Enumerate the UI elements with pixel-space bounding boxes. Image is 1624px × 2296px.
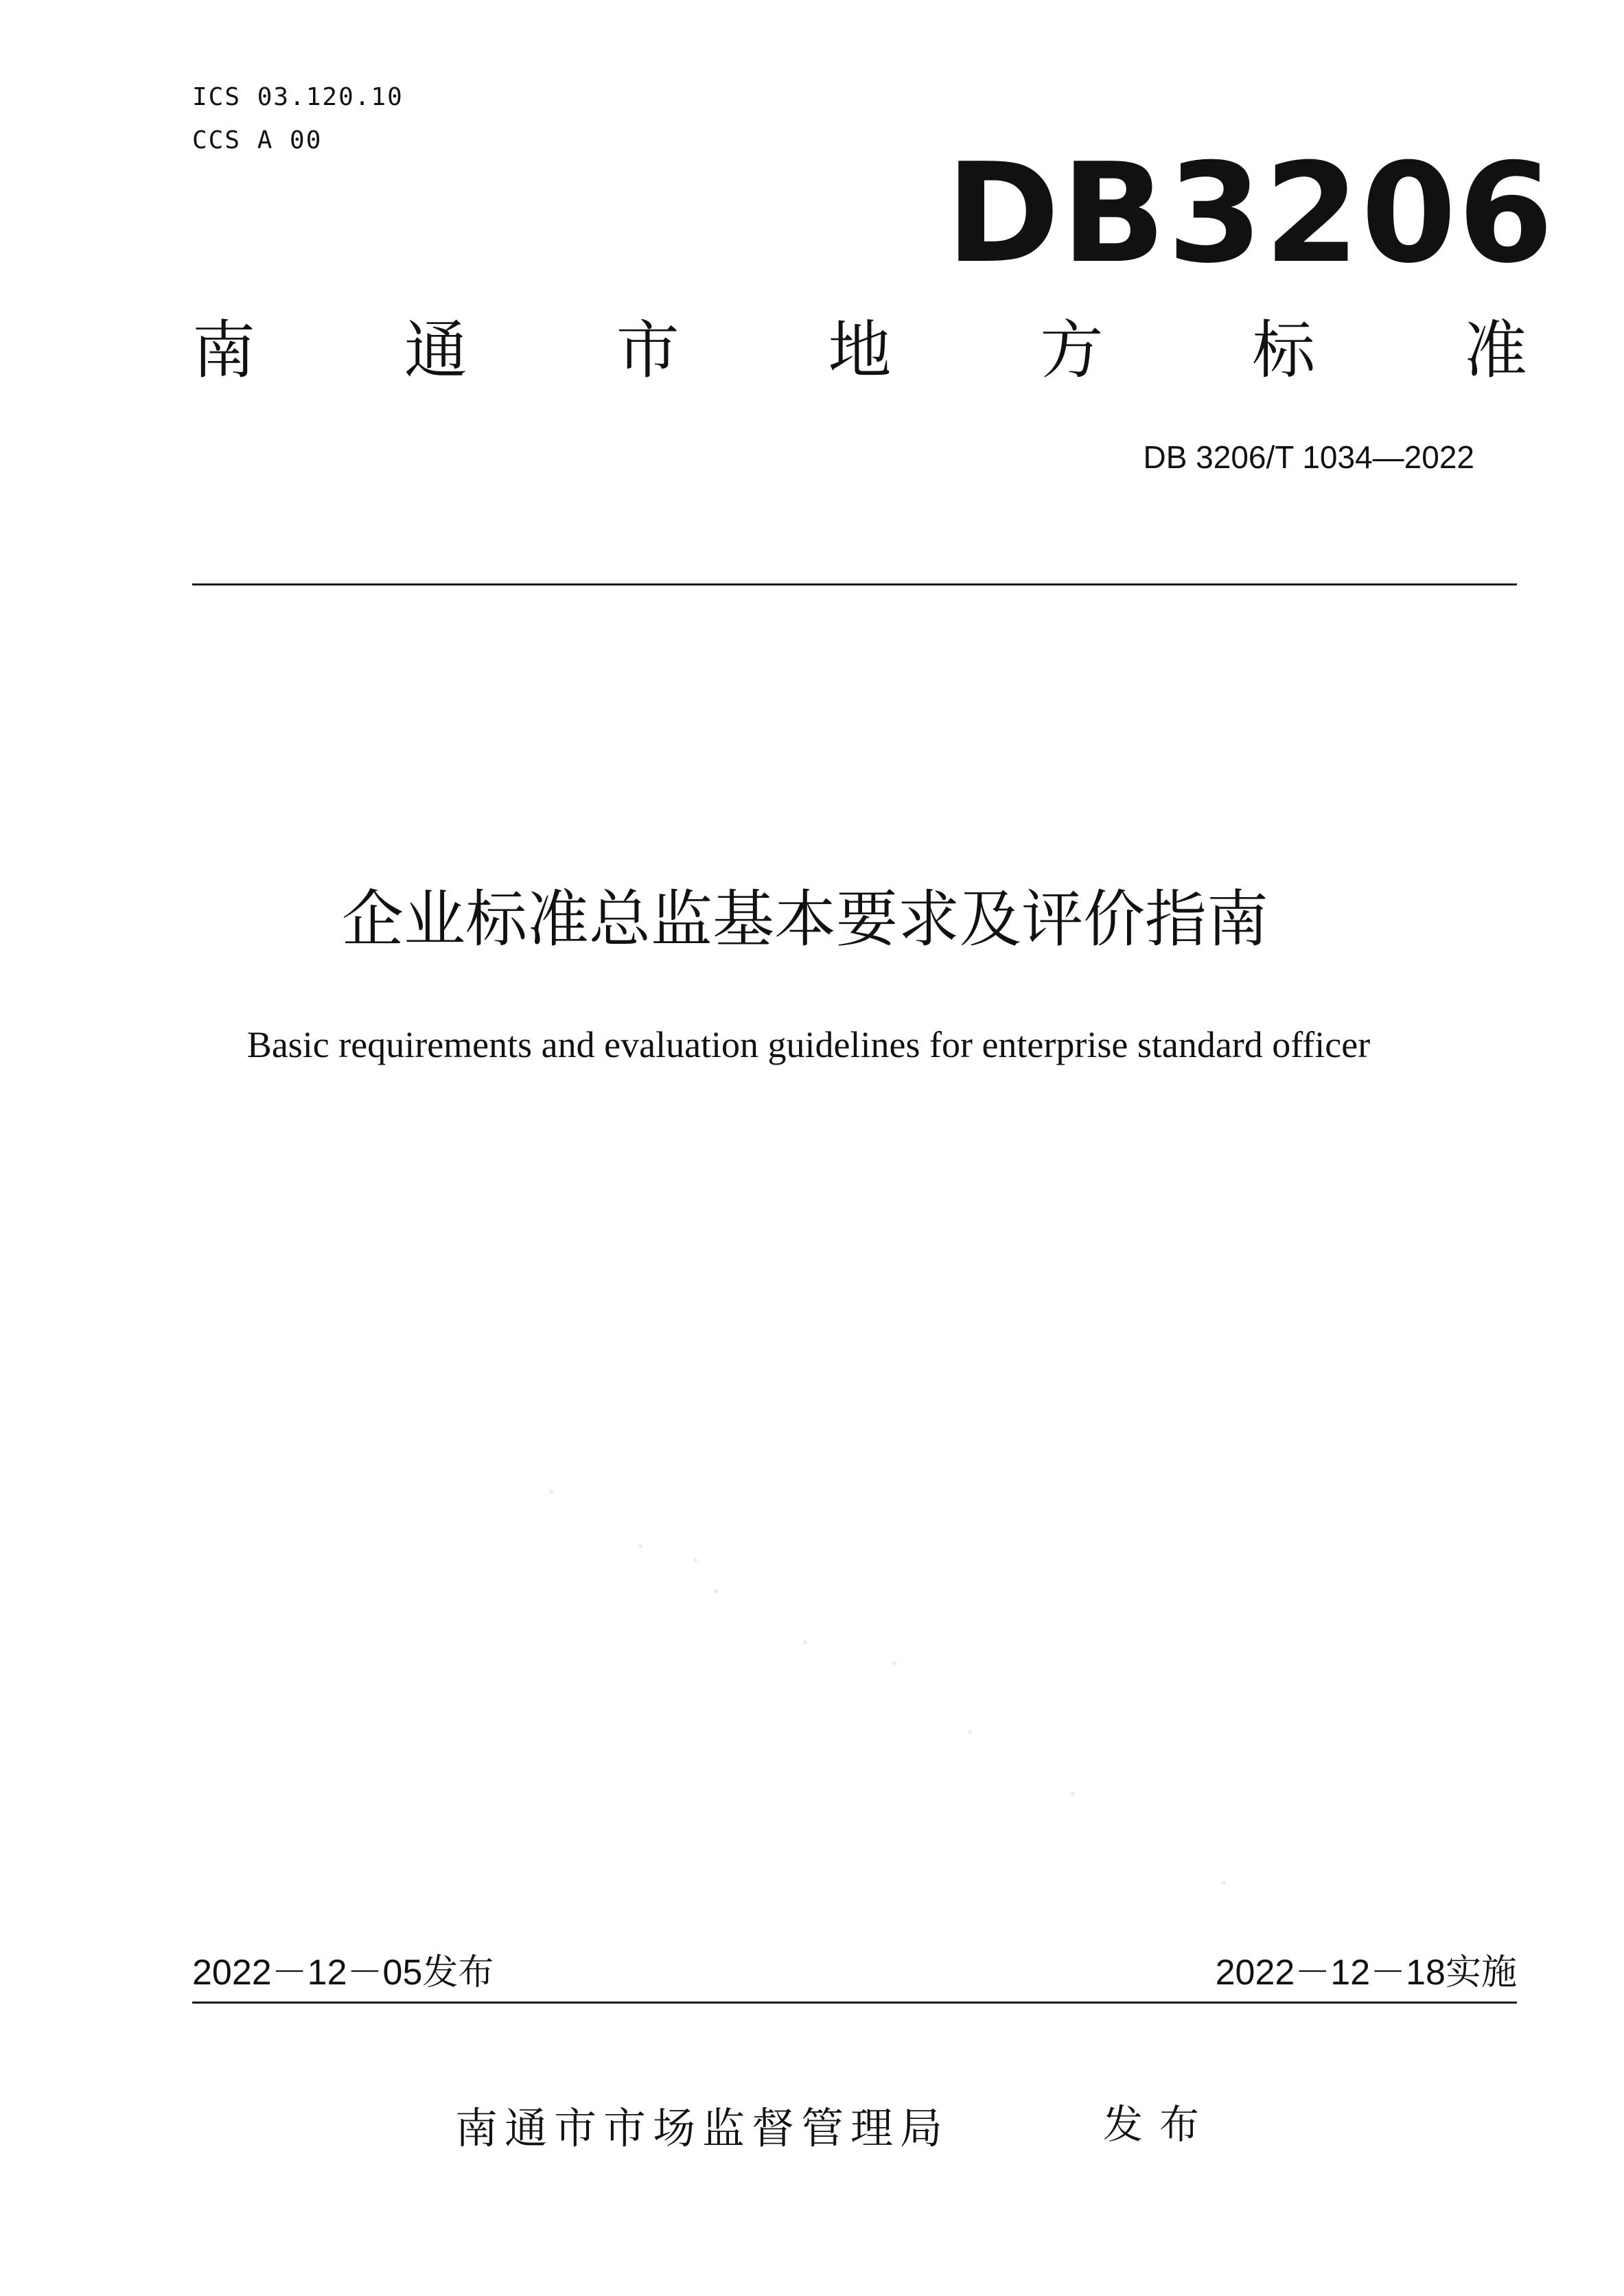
category-char: 通 [404, 314, 467, 387]
ccs-code: CCS A 00 [192, 126, 323, 154]
standard-category-title [192, 314, 1527, 387]
issuing-authority: 南通市市场监督管理局 [455, 2103, 950, 2153]
db-logo: DB3206 [946, 134, 1555, 294]
category-char: 标 [1252, 314, 1316, 387]
category-char: 方 [1040, 314, 1104, 387]
publish-label: 发布 [422, 1952, 494, 1993]
category-char: 地 [828, 314, 892, 387]
standard-number: DB 3206/T 1034—2022 [1143, 439, 1474, 475]
category-char: 南 [192, 314, 256, 387]
document-title-english: Basic requirements and evaluation guidelines for enterprise standard officer [246, 1024, 1371, 1065]
issue-label: 发布 [1103, 2101, 1216, 2148]
document-title-chinese: 企业标准总监基本要求及评价指南 [342, 883, 1268, 955]
implement-label: 实施 [1445, 1952, 1517, 1993]
dates-row [192, 1952, 1517, 1993]
category-char: 准 [1463, 314, 1527, 387]
top-divider [192, 583, 1517, 585]
implement-date: 2022－12－18 [1215, 1953, 1446, 1993]
ics-code: ICS 03.120.10 [192, 83, 404, 111]
publish-date-group [192, 1952, 494, 1993]
implement-date-group [1215, 1952, 1517, 1993]
publish-date: 2022－12－05 [192, 1953, 423, 1993]
category-char: 市 [616, 314, 680, 387]
bottom-divider [192, 2002, 1517, 2004]
